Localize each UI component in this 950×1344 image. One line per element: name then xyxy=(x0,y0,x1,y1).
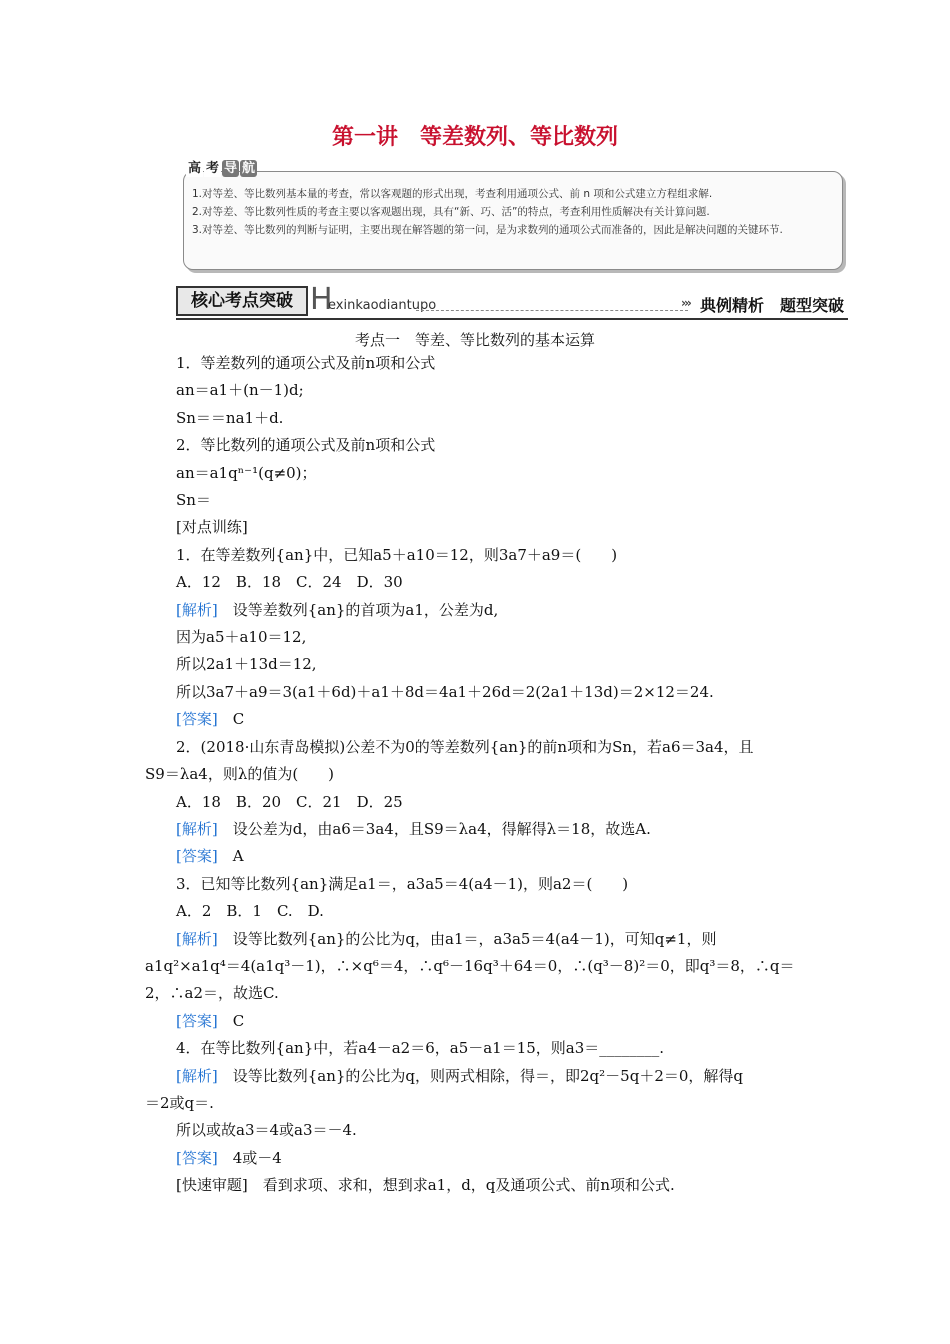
text-line xyxy=(176,514,808,541)
text-line xyxy=(176,734,808,761)
text-line xyxy=(145,980,808,1007)
line-text: 1．在等差数列{an}中，已知a5＋a10＝12，则3a7＋a9＝( ) xyxy=(176,545,618,564)
text-line xyxy=(176,377,808,404)
answer-line xyxy=(176,816,808,843)
line-text: 4．在等比数列{an}中，若a4－a2＝6，a5－a1＝15，则a3＝________. xyxy=(176,1039,665,1058)
chevron-right-icon: ››› xyxy=(681,296,690,310)
text-line xyxy=(176,679,808,706)
page-title: 第一讲 等差数列、等比数列 xyxy=(331,125,618,150)
text-line xyxy=(176,350,808,377)
line-text: C xyxy=(217,710,245,729)
section-banner xyxy=(176,282,848,320)
label-tag: [解析] xyxy=(176,819,218,838)
label-tag: [答案] xyxy=(176,710,218,729)
line-text: 所以3a7＋a9＝3(a1＋6d)＋a1＋8d＝4a1＋26d＝2(2a1＋13d)＝2×12＝24. xyxy=(176,682,714,701)
text-line xyxy=(176,460,808,487)
banner-pinyin: exinkaodiantupo xyxy=(328,298,437,313)
exam-guide-text xyxy=(192,185,837,239)
text-line xyxy=(176,569,808,596)
line-text: 设公差为d，由a6＝3a4，且S9＝λa4，得解得λ＝18，故选A. xyxy=(217,819,651,838)
text-line xyxy=(176,624,808,651)
text-line xyxy=(176,1172,808,1199)
line-text: A xyxy=(217,847,244,866)
text-line xyxy=(145,761,808,788)
line-text: a1q²×a1q⁴＝4(a1q³－1)，∴×q⁶＝4，∴q⁶－16q³＋64＝0，∴(q³－8)²＝0，即q³＝8，∴q＝ xyxy=(145,956,795,975)
line-text: [快速审题] 看到求项、求和，想到求a1，d，q及通项公式、前n项和公式. xyxy=(176,1176,675,1195)
answer-line xyxy=(176,597,808,624)
line-text: 3．已知等比数列{an}满足a1＝，a3a5＝4(a4－1)，则a2＝( ) xyxy=(176,874,629,893)
banner-subtitle: 典例精析 题型突破 xyxy=(700,296,845,315)
label-tag: [答案] xyxy=(176,847,218,866)
label-tag: [答案] xyxy=(176,1148,218,1167)
line-text: 2，∴a2＝，故选C. xyxy=(145,984,279,1003)
label-tag: [解析] xyxy=(176,600,218,619)
line-text: ＝2或q＝. xyxy=(145,1093,214,1112)
text-line xyxy=(145,1090,808,1117)
text-line xyxy=(145,953,808,980)
text-line xyxy=(176,651,808,678)
answer-line xyxy=(176,1145,808,1172)
exam-guide-tag xyxy=(186,160,257,177)
line-text: an＝a1＋(n－1)d; xyxy=(176,381,304,400)
line-text: 设等比数列{an}的公比为q，由a1＝，a3a5＝4(a4－1)，可知q≠1，则 xyxy=(217,929,717,948)
line-text: 所以或故a3＝4或a3＝－4. xyxy=(176,1121,357,1140)
line-text: 设等差数列{an}的首项为a1，公差为d, xyxy=(217,600,499,619)
line-text: 所以2a1＋13d＝12, xyxy=(176,655,317,674)
text-line xyxy=(176,542,808,569)
guide-tag-char: 航 xyxy=(241,161,255,176)
line-text: Sn＝ xyxy=(176,491,211,510)
text-line xyxy=(176,898,808,925)
banner-letter: H xyxy=(310,282,333,317)
answer-line xyxy=(176,1008,808,1035)
guide-tag-char: 考 xyxy=(205,161,219,176)
text-line xyxy=(176,405,808,432)
guide-tag-char: 导 xyxy=(223,161,237,176)
line-text: 因为a5＋a10＝12, xyxy=(176,628,307,647)
banner-divider xyxy=(416,310,688,311)
line-text: [对点训练] xyxy=(176,518,248,537)
line-text: S9＝λa4，则λ的值为( ) xyxy=(145,765,335,784)
line-text: A．12 B．18 C．24 D．30 xyxy=(176,573,403,592)
line-text: 1．等差数列的通项公式及前n项和公式 xyxy=(176,354,436,372)
line-text: Sn＝＝na1＋d. xyxy=(176,408,284,427)
text-line xyxy=(176,432,808,459)
line-text: A．18 B．20 C．21 D．25 xyxy=(176,792,403,811)
answer-line xyxy=(176,706,808,733)
guide-line: 2.对等差、等比数列性质的考查主要以客观题出现，具有“新、巧、活”的特点，考查利用性质解决有关计算问题. xyxy=(192,206,710,218)
section-title: 考点一 等差、等比数列的基本运算 xyxy=(354,331,595,349)
banner-label: 核心考点突破 xyxy=(176,286,308,316)
answer-line xyxy=(176,1063,808,1090)
answer-line xyxy=(176,926,808,953)
guide-line: 3.对等差、等比数列的判断与证明，主要出现在解答题的第一问，是为求数列的通项公式而准备的，因此是解决问题的关键环节. xyxy=(192,224,783,236)
text-line xyxy=(176,1117,808,1144)
text-line xyxy=(176,1035,808,1062)
line-text: an＝a1qⁿ⁻¹(q≠0)； xyxy=(176,463,317,482)
guide-line: 1.对等差、等比数列基本量的考查，常以客观题的形式出现，考查利用通项公式、前 n 项和公式建立方程组求解. xyxy=(192,188,713,200)
line-text: 2．等比数列的通项公式及前n项和公式 xyxy=(176,436,436,455)
label-tag: [解析] xyxy=(176,1066,218,1085)
line-text: 4或－4 xyxy=(217,1148,282,1167)
label-tag: [答案] xyxy=(176,1011,218,1030)
answer-line xyxy=(176,843,808,870)
guide-tag-char: 高 xyxy=(187,161,201,176)
line-text: 设等比数列{an}的公比为q，则两式相除，得＝，即2q²－5q＋2＝0，解得q xyxy=(217,1066,744,1085)
text-line xyxy=(176,789,808,816)
document-body xyxy=(145,350,808,1200)
line-text: C xyxy=(217,1011,245,1030)
text-line xyxy=(176,487,808,514)
line-text: 2．(2018·山东青岛模拟)公差不为0的等差数列{an}的前n项和为Sn，若a6＝3a4，且 xyxy=(176,737,754,756)
banner-rule xyxy=(176,318,848,320)
text-line xyxy=(176,871,808,898)
label-tag: [解析] xyxy=(176,929,218,948)
line-text: A．2 B．1 C. D. xyxy=(176,902,324,921)
